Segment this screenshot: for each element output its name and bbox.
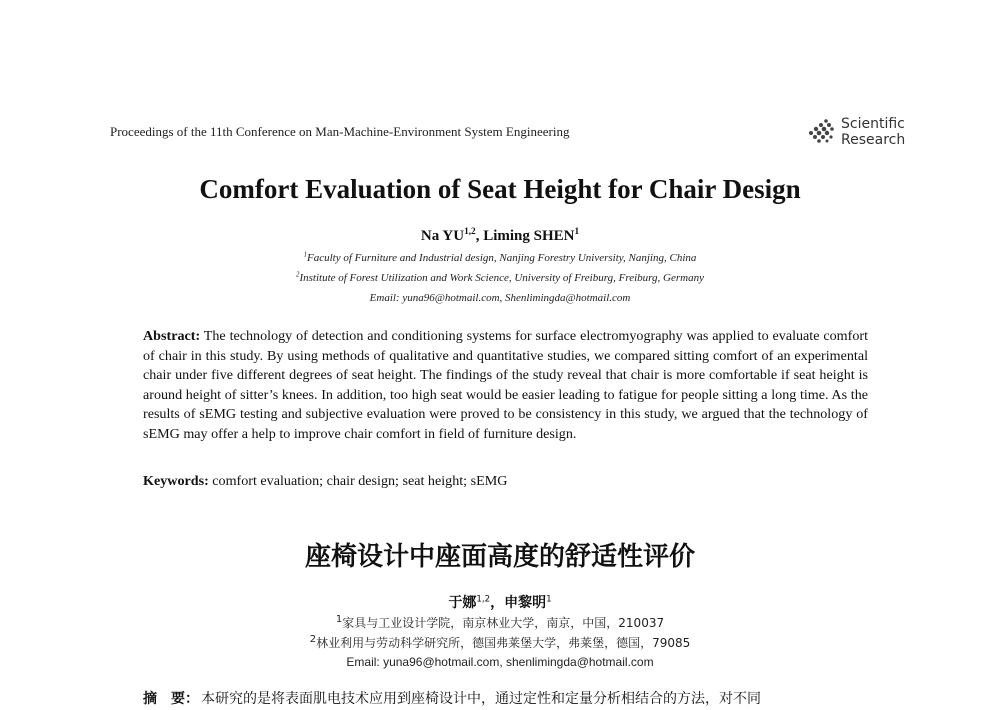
author-1-sup: 1,2	[464, 227, 476, 237]
affiliation-1	[0, 252, 1000, 264]
affiliation-1-sup: 1	[303, 251, 308, 259]
publisher-line2: Research	[841, 132, 906, 148]
publisher-name	[841, 116, 905, 148]
chinese-affiliation-1-text: 家具与工业设计学院，南京林业大学，南京，中国，210037	[342, 616, 665, 630]
chinese-abstract	[143, 688, 903, 708]
proceedings-header: Proceedings of the 11th Conference on Man-Machine-Environment System Engineering	[110, 124, 570, 139]
author-separator: ,	[475, 228, 484, 244]
publisher-logo	[806, 112, 916, 152]
keywords-label: Keywords:	[143, 473, 209, 489]
author-1: Na YU	[420, 228, 465, 244]
author-2: Liming SHEN	[483, 228, 575, 244]
affiliation-1-text: Faculty of Furniture and Industrial design, Nanjing Forestry University, Nanjing, China	[307, 252, 697, 264]
abstract	[143, 327, 868, 445]
author-2-sup: 1	[574, 227, 580, 237]
chinese-author-2-sup: 1	[546, 594, 552, 605]
dot-cluster-logo-icon	[806, 117, 836, 147]
keywords	[143, 473, 507, 490]
chinese-abstract-label: 摘 要：	[143, 691, 199, 707]
chinese-abstract-text: 本研究的是将表面肌电技术应用到座椅设计中，通过定性和定量分析相结合的方法，对不同	[201, 691, 761, 707]
chinese-affiliation-2	[0, 634, 1000, 651]
affiliation-2-text: Institute of Forest Utilization and Work Science, University of Freiburg, Freiburg, Germany	[299, 272, 704, 284]
chinese-affiliation-2-text: 林业利用与劳动科学研究所，德国弗莱堡大学，弗莱堡，德国，79085	[316, 636, 691, 650]
chinese-title: 座椅设计中座面高度的舒适性评价	[304, 542, 695, 572]
chinese-author-line	[0, 592, 1000, 612]
keywords-text: comfort evaluation; chair design; seat height; sEMG	[208, 473, 508, 489]
chinese-affiliation-1	[0, 614, 1000, 631]
abstract-label: Abstract:	[143, 328, 201, 344]
chinese-author-2: 申黎明	[504, 595, 547, 611]
paper-title: Comfort Evaluation of Seat Height for Chair Design	[199, 174, 801, 204]
affiliation-2	[0, 272, 1000, 284]
chinese-affiliation-2-sup: 2	[309, 634, 317, 645]
chinese-author-separator: ，	[490, 595, 505, 611]
chinese-author-1-sup: 1,2	[476, 594, 491, 605]
publisher-line1: Scientific	[841, 116, 905, 132]
chinese-affiliation-1-sup: 1	[335, 614, 343, 625]
chinese-author-1: 于娜	[448, 595, 477, 611]
chinese-email-line: Email: yuna96@hotmail.com, shenlimingda@hotmail.com	[346, 655, 654, 669]
author-line	[0, 228, 1000, 245]
email-line: Email: yuna96@hotmail.com, Shenlimingda@hotmail.com	[369, 292, 631, 304]
affiliation-2-sup: 2	[296, 271, 300, 279]
abstract-text: The technology of detection and conditioning systems for surface electromyography was applied to evaluate comfort of chair in this study. By using methods of qualitative and quantitative studies, we compared sitting comfort of an experimental chair under five different degrees of seat height. The findings of the study reveal that chair is more comfortable if seat height is around height of sitter’s knees. In addition, too high seat would be easier leading to fatigue for people sitting a long time. As the results of sEMG testing and subjective evaluation were proved to be consistency in this study, we argued that the technology of sEMG may offer a help to improve chair comfort in field of furniture design.	[143, 328, 868, 442]
